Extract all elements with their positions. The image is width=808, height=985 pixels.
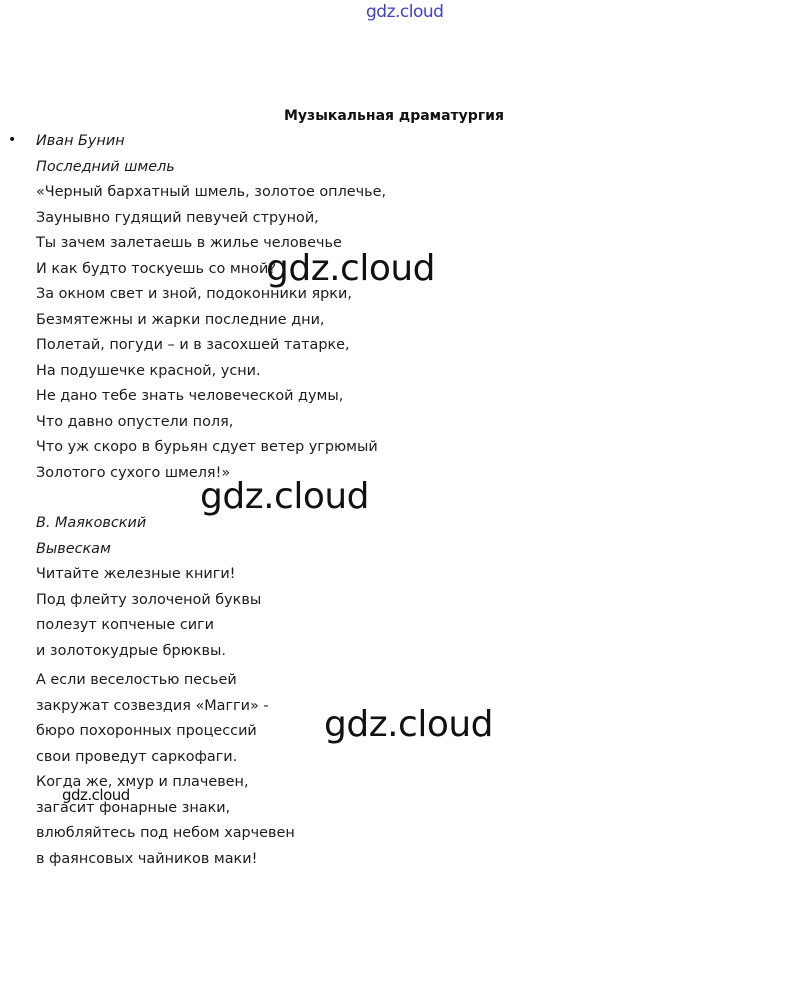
list-bullet: • (8, 132, 17, 148)
watermark-large: gdz.cloud (200, 476, 370, 517)
poem-bunin (36, 129, 386, 486)
poem-line: свои проведут саркофаги. (36, 748, 238, 765)
watermark-small: gdz.cloud (62, 786, 130, 804)
poem-mayakovsky-stanza-2 (36, 668, 295, 872)
poem-line: На подушечке красной, усни. (36, 362, 261, 379)
poem-line: Что давно опустели поля, (36, 413, 234, 430)
poem-line: Не дано тебе знать человеческой думы, (36, 388, 344, 404)
poem-title: Последний шмель (36, 158, 175, 175)
poem-line: Безмятежны и жарки последние дни, (36, 311, 325, 328)
poem-line: Полетай, погуди – и в засохшей татарке, (36, 337, 350, 353)
poem-line: влюбляйтесь под небом харчевен (36, 825, 295, 841)
watermark-large: gdz.cloud (324, 704, 494, 745)
poem-author: В. Маяковский (36, 515, 147, 531)
poem-line: Золотого сухого шмеля!» (36, 464, 231, 481)
poem-line: Заунывно гудящий певучей струной, (36, 209, 319, 226)
poem-author: Иван Бунин (36, 133, 125, 149)
poem-line: А если веселостью песьей (36, 672, 237, 688)
poem-line: И как будто тоскуешь со мной? (36, 260, 276, 277)
poem-line: Ты зачем залетаешь в жилье человечье (36, 235, 342, 251)
poem-line: бюро похоронных процессий (36, 723, 257, 739)
poem-line: «Черный бархатный шмель, золотое оплечье, (36, 184, 387, 200)
poem-line: загасит фонарные знаки, (36, 799, 231, 816)
poem-line: полезут копченые сиги (36, 617, 215, 633)
poem-line: в фаянсовых чайников маки! (36, 850, 258, 867)
poem-line: и золотокудрые брюквы. (36, 642, 226, 659)
poem-line: Что уж скоро в бурьян сдует ветер угрюмый (36, 439, 378, 455)
poem-mayakovsky-stanza-1 (36, 511, 261, 664)
poem-line: Под флейту золоченой буквы (36, 591, 262, 608)
poem-line: закружат созвездия «Магги» - (36, 697, 269, 714)
watermark-top: gdz.cloud (366, 2, 444, 22)
watermark-large: gdz.cloud (266, 248, 436, 289)
poem-title: Вывескам (36, 540, 111, 557)
document-title: Музыкальная драматургия (284, 108, 504, 124)
poem-line: За окном свет и зной, подоконники ярки, (36, 286, 352, 302)
poem-line: Читайте железные книги! (36, 566, 236, 582)
poem-line: Когда же, хмур и плачевен, (36, 774, 249, 790)
